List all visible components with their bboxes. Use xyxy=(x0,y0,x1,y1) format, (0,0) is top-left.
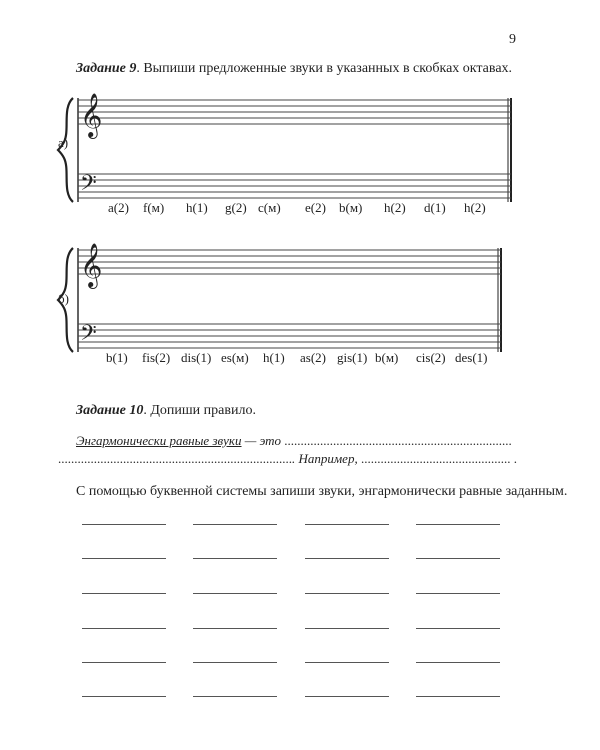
note-label: h(1) xyxy=(263,350,285,365)
answer-line[interactable] xyxy=(82,558,166,559)
answer-line[interactable] xyxy=(193,593,277,594)
answer-line[interactable] xyxy=(193,524,277,525)
staff-a-label: а) xyxy=(58,135,69,150)
note-label: a(2) xyxy=(108,200,129,215)
instruction-text: С помощью буквенной системы запиши звуки, энгармонически равные заданным. xyxy=(76,484,568,499)
task10-text: . Допиши правило. xyxy=(143,403,256,418)
answer-line[interactable] xyxy=(193,628,277,629)
answer-line[interactable] xyxy=(305,662,389,663)
task10-label: Задание 10 xyxy=(76,403,144,418)
task9-text: . Выпиши предложенные звуки в указанных в скобках октавах. xyxy=(136,61,513,76)
page-number: 9 xyxy=(509,32,516,47)
bass-staff-lines xyxy=(78,324,501,348)
rule-example: . Например, xyxy=(292,451,361,466)
note-label: b(м) xyxy=(339,200,363,215)
note-label: es(м) xyxy=(221,350,249,365)
rule-dots-1: ...................................................................... xyxy=(284,433,512,448)
answer-line[interactable] xyxy=(305,696,389,697)
answer-line[interactable] xyxy=(305,558,389,559)
answer-line[interactable] xyxy=(82,524,166,525)
note-label: d(1) xyxy=(424,200,446,215)
note-label: as(2) xyxy=(300,350,326,365)
bass-staff-lines xyxy=(78,174,511,198)
rule-term: Энгармонически равные звуки xyxy=(76,433,242,448)
answer-line[interactable] xyxy=(82,696,166,697)
staff-b-label: б) xyxy=(58,291,69,306)
task9-heading xyxy=(76,61,512,77)
rule-dash: — это xyxy=(241,433,285,448)
treble-clef-icon: 𝄞 xyxy=(80,93,103,137)
note-label: b(1) xyxy=(106,350,128,365)
rule-end: . xyxy=(510,451,517,466)
treble-clef-icon: 𝄞 xyxy=(80,243,103,287)
note-label: b(м) xyxy=(375,350,399,365)
note-label: dis(1) xyxy=(181,350,212,365)
answer-line[interactable] xyxy=(305,628,389,629)
answer-line[interactable] xyxy=(416,558,500,559)
bass-clef-icon: 𝄢 xyxy=(80,171,97,201)
note-label: cis(2) xyxy=(416,350,446,365)
rule-dots-2: ........................................................................ xyxy=(58,451,292,466)
answer-line[interactable] xyxy=(416,628,500,629)
note-label: fis(2) xyxy=(142,350,171,365)
answer-line[interactable] xyxy=(305,524,389,525)
answer-line[interactable] xyxy=(82,662,166,663)
grand-staff-a xyxy=(0,90,600,220)
note-label: h(2) xyxy=(384,200,406,215)
answer-line[interactable] xyxy=(416,524,500,525)
note-label: h(1) xyxy=(186,200,208,215)
note-label: gis(1) xyxy=(337,350,368,365)
answer-line[interactable] xyxy=(193,662,277,663)
task10-heading xyxy=(76,403,256,419)
answer-line[interactable] xyxy=(305,593,389,594)
answer-line[interactable] xyxy=(416,696,500,697)
answer-line[interactable] xyxy=(193,696,277,697)
task9-label: Задание 9 xyxy=(76,61,137,76)
note-label: des(1) xyxy=(455,350,488,365)
treble-staff-lines xyxy=(78,250,501,274)
answer-line[interactable] xyxy=(193,558,277,559)
bass-clef-icon: 𝄢 xyxy=(80,321,97,351)
note-label: f(м) xyxy=(143,200,165,215)
answer-line[interactable] xyxy=(416,593,500,594)
rule-line-2 xyxy=(58,451,517,467)
note-label: h(2) xyxy=(464,200,486,215)
rule-line-1 xyxy=(76,433,512,449)
answer-line[interactable] xyxy=(82,593,166,594)
note-label: g(2) xyxy=(225,200,247,215)
treble-staff-lines xyxy=(78,100,511,124)
answer-line[interactable] xyxy=(82,628,166,629)
note-label: e(2) xyxy=(305,200,326,215)
answer-line[interactable] xyxy=(416,662,500,663)
note-label: c(м) xyxy=(258,200,281,215)
rule-dots-3: .............................................. xyxy=(360,451,511,466)
